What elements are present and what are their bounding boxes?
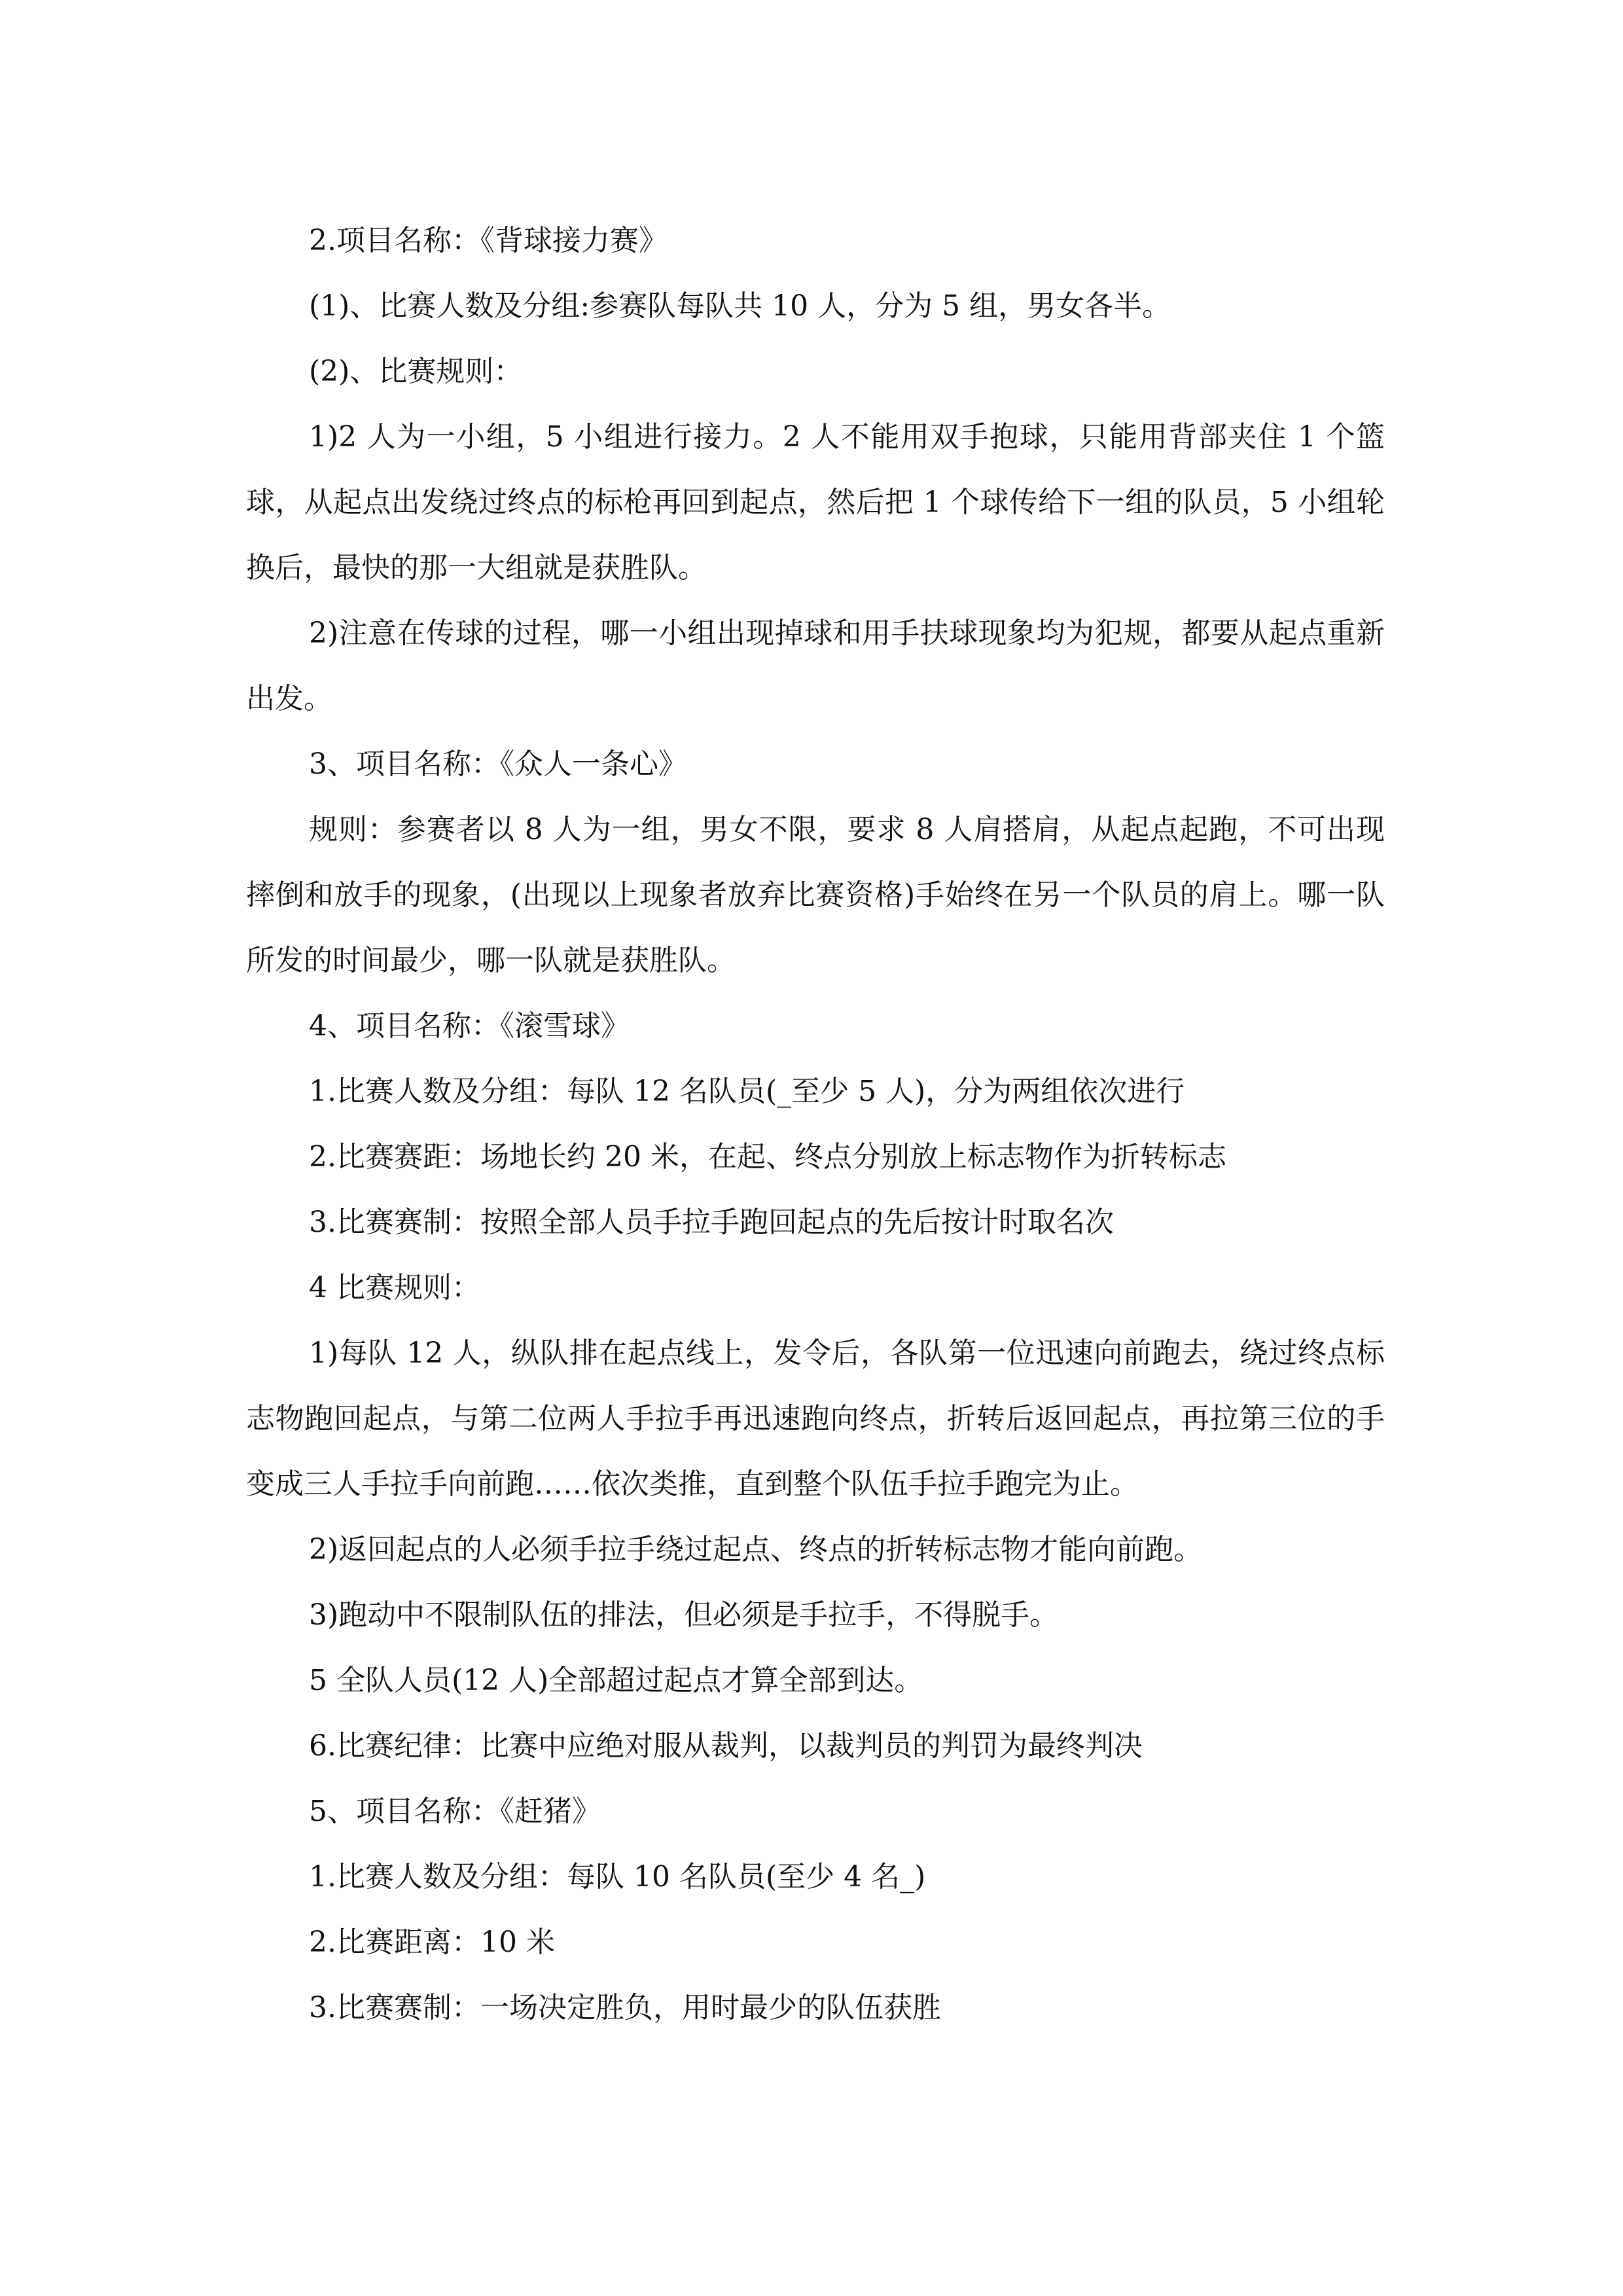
paragraph: 3.比赛赛制：按照全部人员手拉手跑回起点的先后按计时取名次 [309,1206,1114,1239]
paragraph: 1.比赛人数及分组：每队 10 名队员(至少 4 名_) [309,1860,926,1893]
paragraph: 4 比赛规则： [309,1271,480,1304]
section-heading-relay: 2.项目名称：《背球接力赛》 [309,224,668,257]
paragraph: (2)、比赛规则： [309,355,523,388]
section-heading-pig-drive: 5、项目名称：《赶猪》 [309,1795,601,1828]
paragraph: (1)、比赛人数及分组:参赛队每队共 10 人，分为 5 组，男女各半。 [309,289,1171,323]
paragraph: 2)注意在传球的过程，哪一小组出现掉球和用手扶球现象均为犯规，都要从起点重新出发。 [246,617,1385,715]
paragraph: 2.比赛赛距：场地长约 20 米，在起、终点分别放上标志物作为折转标志 [309,1140,1226,1174]
document-body [246,208,1385,2041]
paragraph: 3.比赛赛制：一场决定胜负，用时最少的队伍获胜 [309,1991,941,2024]
paragraph: 1)2 人为一小组，5 小组进行接力。2 人不能用双手抱球，只能用背部夹住 1 个篮球，从起点出发绕过终点的标枪再回到起点，然后把 1 个球传给下一组的队员，5 小组轮换后，最快的那一大组就是获胜队。 [246,420,1385,584]
paragraph: 3)跑动中不限制队伍的排法，但必须是手拉手，不得脱手。 [309,1598,1059,1632]
section-heading-one-heart: 3、项目名称：《众人一条心》 [309,747,687,781]
paragraph: 1)每队 12 人，纵队排在起点线上，发令后，各队第一位迅速向前跑去，绕过终点标志物跑回起点，与第二位两人手拉手再迅速跑向终点，折转后返回起点，再拉第三位的手变成三人手拉手向前跑……依次类推，直到整个队伍手拉手跑完为止。 [246,1336,1385,1501]
paragraph: 2)返回起点的人必须手拉手绕过起点、终点的折转标志物才能向前跑。 [309,1533,1203,1566]
section-heading-snowball: 4、项目名称：《滚雪球》 [309,1009,630,1043]
paragraph: 6.比赛纪律：比赛中应绝对服从裁判，以裁判员的判罚为最终判决 [309,1729,1143,1763]
paragraph: 2.比赛距离：10 米 [309,1926,555,1959]
paragraph: 1.比赛人数及分组：每队 12 名队员(_至少 5 人)，分为两组依次进行 [309,1075,1185,1108]
paragraph: 规则：参赛者以 8 人为一组，男女不限，要求 8 人肩搭肩，从起点起跑，不可出现摔倒和放手的现象，(出现以上现象者放弃比赛资格)手始终在另一个队员的肩上。哪一队所发的时间最少，哪一队就是获胜队。 [246,813,1385,977]
paragraph: 5 全队人员(12 人)全部超过起点才算全部到达。 [309,1664,923,1697]
